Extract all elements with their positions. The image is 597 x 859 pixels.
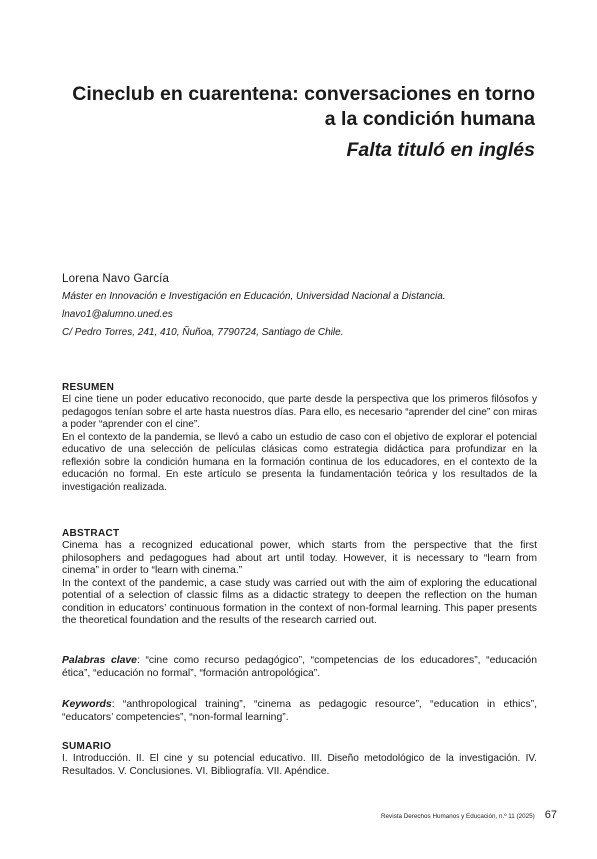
palabras-clave-label: Palabras clave (62, 655, 137, 666)
author-block (62, 270, 542, 342)
abstract-section (62, 528, 537, 628)
keywords-paragraph (62, 699, 537, 724)
keywords-label: Keywords (62, 699, 112, 710)
sumario-heading: SUMARIO (62, 741, 112, 752)
title-block (65, 82, 535, 163)
keywords-section (62, 699, 537, 724)
palabras-clave-paragraph (62, 655, 537, 680)
english-title-placeholder: Falta tituló en inglés (346, 139, 535, 161)
resumen-heading: RESUMEN (62, 382, 115, 393)
page-number: 67 (544, 809, 557, 821)
author-affiliation: Máster en Innovación e Investigación en Educación, Universidad Nacional a Distancia. (62, 291, 446, 302)
resumen-section (62, 382, 537, 494)
author-address: C/ Pedro Torres, 241, 410, Ñuñoa, 7790724, Santiago de Chile. (62, 327, 344, 338)
abstract-paragraph-1: Cinema has a recognized educational power, which starts from the perspective that the first philosophers and pedagogues had about art until today. However, it is necessary to “learn from cinema” in order to “learn with cinema.” (62, 540, 537, 576)
article-title-line-2: a la condición humana (324, 108, 535, 130)
page-footer (381, 809, 557, 821)
resumen-paragraph-1: El cine tiene un poder educativo reconocido, que parte desde la perspectiva que los primeros filósofos y pedagogos tenían sobre el arte hasta nuestros días. Para ello, es necesario “aprender del cine” con miras a poder “aprender con el cine”. (62, 394, 537, 430)
resumen-paragraph-2: En el contexto de la pandemia, se llevó a cabo un estudio de caso con el objetivo de explorar el potencial educativo de una selección de películas clásicas como estrategia didáctica para profundizar en la reflexión sobre la condición humana en la formación continua de los educadores, en el contexto de la educación no formal. En este artículo se presenta la fundamentación teórica y los resultados de la investigación realizada. (62, 431, 537, 493)
sumario-text: I. Introducción. II. El cine y su potencial educativo. III. Diseño metodológico de la investigación. IV. Resultados. V. Conclusiones. VI. Bibliografía. VII. Apéndice. (62, 753, 537, 777)
journal-citation: Revista Derechos Humanos y Educación, n.º 11 (2025) (381, 813, 535, 820)
abstract-heading: ABSTRACT (62, 528, 120, 539)
author-name: Lorena Navo García (62, 273, 170, 285)
author-email: lnavo1@alumno.uned.es (62, 309, 173, 320)
keywords-text: : “anthropological training”, “cinema as pedagogic resource”, “education in ethics”, “educators’ competencies”, “non-formal learning”. (62, 699, 537, 723)
article-title-line-1: Cineclub en cuarentena: conversaciones en torno (72, 83, 535, 105)
palabras-clave-section (62, 655, 537, 680)
sumario-section (62, 741, 537, 778)
abstract-paragraph-2: In the context of the pandemic, a case study was carried out with the aim of exploring the educational potential of a selection of classic films as a didactic strategy to deepen the reflection on the human condition in educators’ continuous formation in the context of non-formal learning. This paper presents the theoretical foundation and the results of the research carried out. (62, 577, 537, 626)
palabras-clave-text: : “cine como recurso pedagógico”, “competencias de los educadores”, “educación ética”, “educación no formal”, “formación antropológica”. (62, 655, 537, 679)
